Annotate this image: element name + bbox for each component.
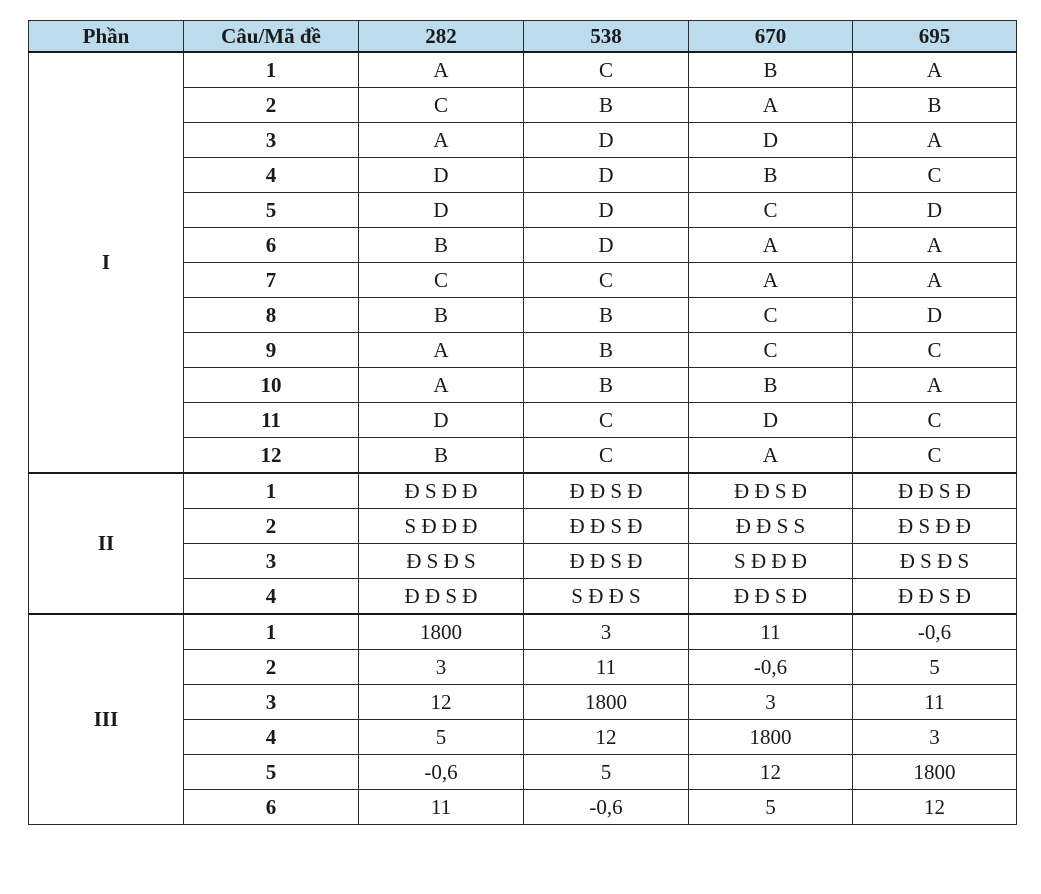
answer-cell: D [524,228,689,263]
question-number: 2 [184,650,359,685]
answer-cell: C [689,298,853,333]
answer-cell: C [524,52,689,88]
answer-cell: C [853,438,1017,474]
table-row [29,473,1017,509]
answer-cell: 5 [359,720,524,755]
answer-cell: Đ Đ S Đ [524,473,689,509]
answer-cell: C [853,158,1017,193]
answer-cell: S Đ Đ S [524,579,689,615]
answer-cell: A [853,368,1017,403]
question-number: 7 [184,263,359,298]
answer-cell: A [853,263,1017,298]
answer-cell: 3 [359,650,524,685]
question-number: 6 [184,228,359,263]
question-number: 3 [184,123,359,158]
question-number: 8 [184,298,359,333]
answer-cell: B [853,88,1017,123]
answer-cell: C [359,88,524,123]
table-row [29,614,1017,650]
answer-cell: D [524,123,689,158]
answer-cell: 3 [689,685,853,720]
question-number: 4 [184,579,359,615]
answer-cell: B [524,88,689,123]
answer-cell: A [689,88,853,123]
question-number: 10 [184,368,359,403]
answer-cell: A [359,52,524,88]
question-number: 12 [184,438,359,474]
header-row [29,21,1017,53]
question-number: 1 [184,52,359,88]
header-question: Câu/Mã đề [184,21,359,53]
answer-cell: 12 [359,685,524,720]
answer-cell: B [689,52,853,88]
answer-cell: C [853,333,1017,368]
answer-cell: Đ S Đ Đ [853,509,1017,544]
answer-cell: D [359,403,524,438]
answer-cell: 3 [524,614,689,650]
answer-cell: A [359,333,524,368]
answer-cell: -0,6 [689,650,853,685]
answer-cell: 5 [689,790,853,825]
answer-cell: -0,6 [853,614,1017,650]
answer-cell: A [689,438,853,474]
answer-cell: D [853,193,1017,228]
answer-cell: 12 [689,755,853,790]
answer-cell: B [689,368,853,403]
table-body [29,52,1017,825]
answer-cell: Đ Đ S Đ [853,579,1017,615]
answer-cell: Đ Đ S Đ [359,579,524,615]
answer-cell: D [853,298,1017,333]
answer-cell: 11 [524,650,689,685]
answer-cell: 5 [524,755,689,790]
answer-cell: A [359,368,524,403]
answer-cell: C [524,438,689,474]
header-code-670: 670 [689,21,853,53]
answer-cell: Đ Đ S Đ [689,579,853,615]
answer-cell: 1800 [689,720,853,755]
answer-cell: C [524,403,689,438]
answer-cell: 1800 [853,755,1017,790]
answer-cell: Đ Đ S Đ [689,473,853,509]
answer-cell: B [524,368,689,403]
answer-cell: D [359,158,524,193]
table-header [29,21,1017,53]
answer-cell: 12 [853,790,1017,825]
answer-cell: D [689,403,853,438]
answer-cell: A [689,228,853,263]
question-number: 4 [184,158,359,193]
question-number: 1 [184,473,359,509]
question-number: 9 [184,333,359,368]
answer-cell: Đ Đ S S [689,509,853,544]
question-number: 5 [184,755,359,790]
answer-key-table [28,20,1017,825]
answer-cell: 11 [359,790,524,825]
answer-cell: Đ S Đ S [359,544,524,579]
question-number: 5 [184,193,359,228]
question-number: 3 [184,685,359,720]
answer-cell: 1800 [524,685,689,720]
answer-cell: B [689,158,853,193]
answer-cell: C [524,263,689,298]
answer-cell: 11 [853,685,1017,720]
answer-cell: D [524,193,689,228]
answer-cell: C [689,193,853,228]
part-label: III [29,614,184,825]
answer-cell: Đ Đ S Đ [524,544,689,579]
answer-cell: D [359,193,524,228]
answer-cell: Đ Đ S Đ [524,509,689,544]
answer-cell: A [853,228,1017,263]
answer-cell: B [359,228,524,263]
answer-cell: 12 [524,720,689,755]
question-number: 1 [184,614,359,650]
answer-cell: A [689,263,853,298]
question-number: 6 [184,790,359,825]
question-number: 2 [184,88,359,123]
header-code-282: 282 [359,21,524,53]
answer-cell: -0,6 [359,755,524,790]
answer-cell: C [853,403,1017,438]
question-number: 4 [184,720,359,755]
answer-cell: B [359,298,524,333]
question-number: 11 [184,403,359,438]
header-part: Phần [29,21,184,53]
question-number: 2 [184,509,359,544]
answer-cell: 5 [853,650,1017,685]
part-label: I [29,52,184,473]
answer-cell: B [359,438,524,474]
question-number: 3 [184,544,359,579]
answer-cell: C [689,333,853,368]
header-code-695: 695 [853,21,1017,53]
answer-cell: A [853,123,1017,158]
answer-cell: 11 [689,614,853,650]
answer-cell: D [524,158,689,193]
answer-cell: 3 [853,720,1017,755]
answer-cell: B [524,298,689,333]
answer-cell: S Đ Đ Đ [359,509,524,544]
answer-cell: -0,6 [524,790,689,825]
answer-cell: B [524,333,689,368]
answer-cell: Đ S Đ S [853,544,1017,579]
table-row [29,52,1017,88]
header-code-538: 538 [524,21,689,53]
answer-cell: A [853,52,1017,88]
part-label: II [29,473,184,614]
answer-cell: Đ Đ S Đ [853,473,1017,509]
answer-cell: A [359,123,524,158]
answer-cell: D [689,123,853,158]
answer-cell: 1800 [359,614,524,650]
answer-cell: C [359,263,524,298]
answer-cell: S Đ Đ Đ [689,544,853,579]
answer-cell: Đ S Đ Đ [359,473,524,509]
